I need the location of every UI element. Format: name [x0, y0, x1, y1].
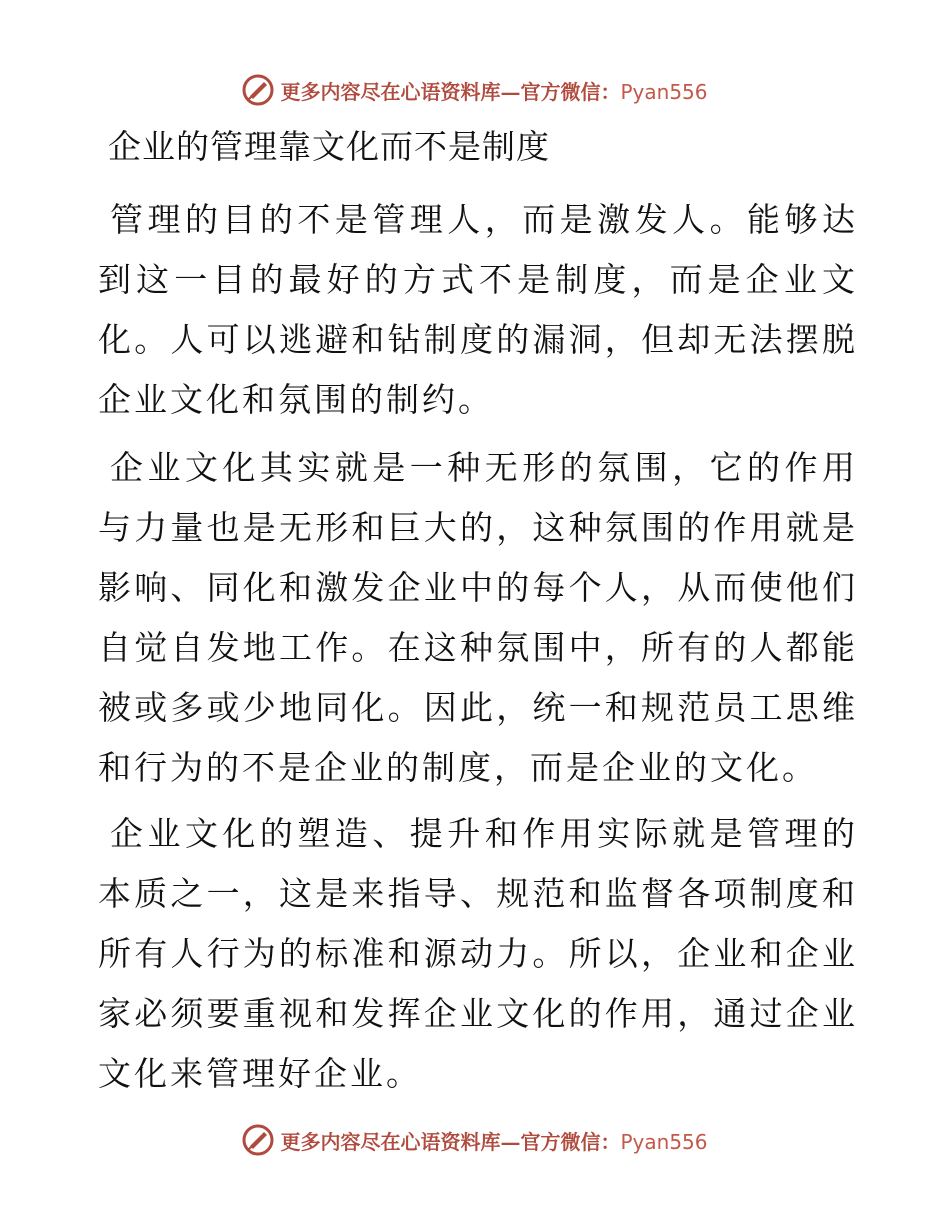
quill-pen-logo-icon — [242, 1124, 274, 1156]
banner-promo-text: 更多内容尽在心语资料库—官方微信： — [280, 1129, 621, 1154]
banner-wechat-id: Pyan556 — [620, 1129, 708, 1154]
paragraph-text: 管理的目的不是管理人，而是激发人。能够达到这一目的最好的方式不是制度，而是企业文化。人可以逃避和钻制度的漏洞，但却无法摆脱企业文化和氛围的制约。 — [98, 200, 858, 419]
banner-text — [280, 76, 707, 105]
paragraph-1 — [98, 190, 858, 430]
banner-promo-text: 更多内容尽在心语资料库—官方微信： — [280, 79, 621, 104]
banner-text — [280, 1126, 707, 1155]
paragraph-3 — [98, 804, 858, 1104]
document-title: 企业的管理靠文化而不是制度 — [108, 127, 550, 166]
footer-banner — [0, 1120, 950, 1160]
paragraph-text: 企业文化其实就是一种无形的氛围，它的作用与力量也是无形和巨大的，这种氛围的作用就是影响、同化和激发企业中的每个人，从而使他们自觉自发地工作。在这种氛围中，所有的人都能被或多或少地同化。因此，统一和规范员工思维和行为的不是企业的制度，而是企业的文化。 — [98, 448, 858, 787]
paragraph-text: 企业文化的塑造、提升和作用实际就是管理的本质之一，这是来指导、规范和监督各项制度和所有人行为的标准和源动力。所以，企业和企业家必须要重视和发挥企业文化的作用，通过企业文化来管理好企业。 — [98, 814, 858, 1093]
header-banner — [0, 70, 950, 110]
quill-pen-logo-icon — [242, 74, 274, 106]
banner-wechat-id: Pyan556 — [620, 79, 708, 104]
paragraph-2 — [98, 438, 858, 798]
